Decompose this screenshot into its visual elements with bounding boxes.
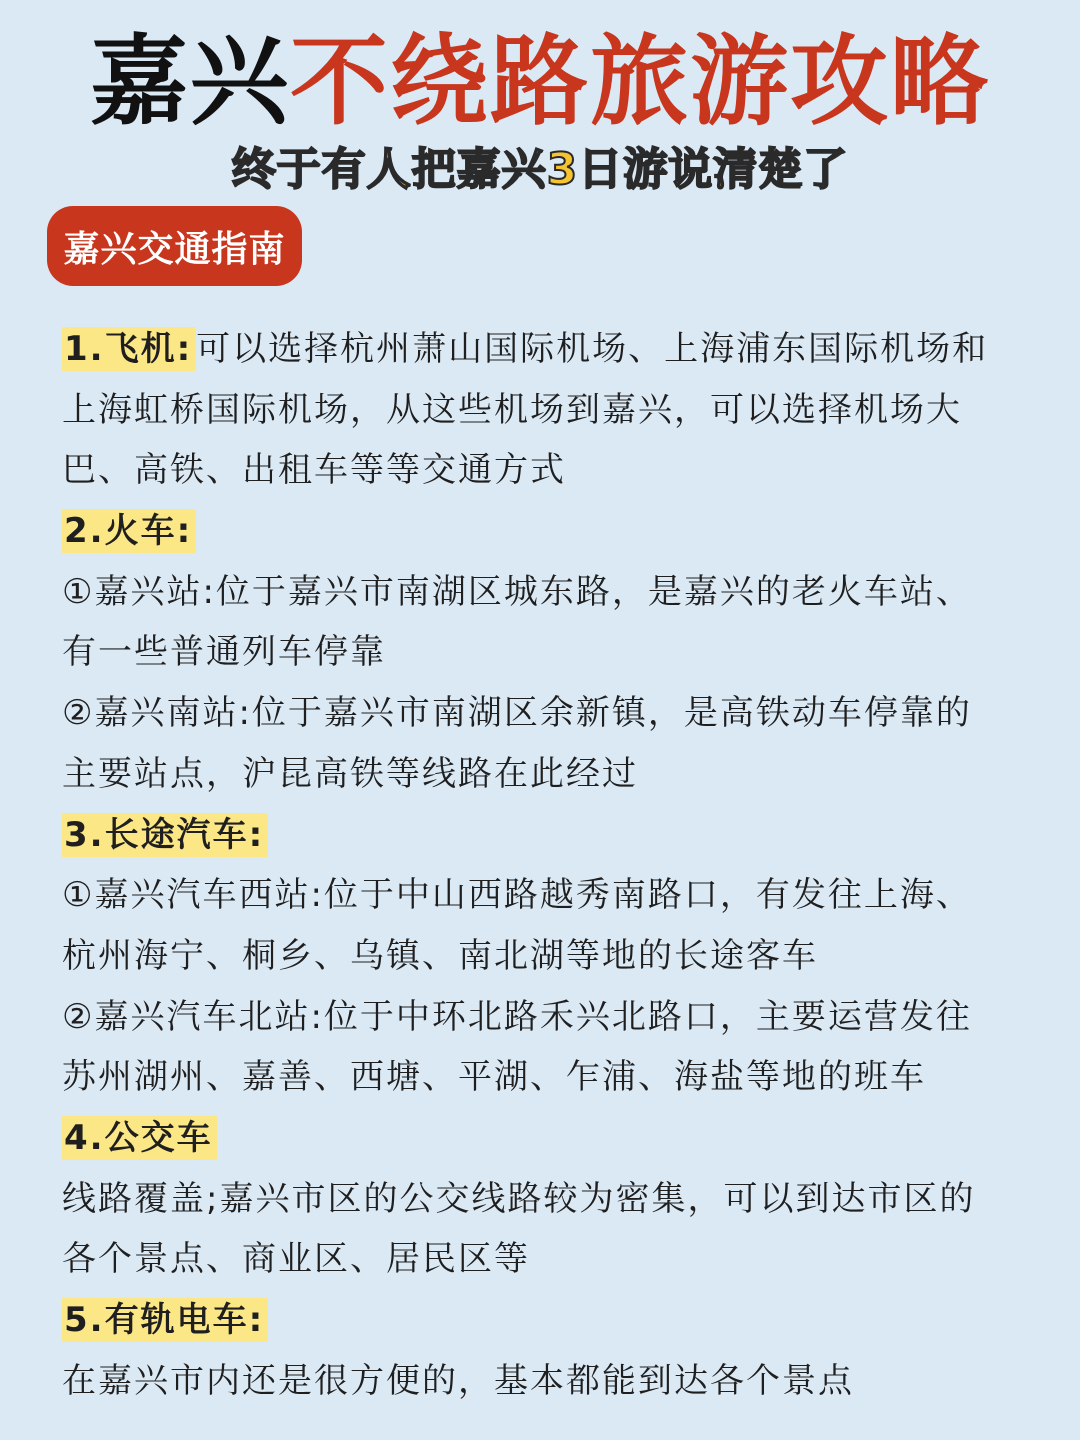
text-line: 在嘉兴市内还是很方便的，基本都能到达各个景点 bbox=[62, 1360, 854, 1401]
text-line: 苏州湖州、嘉善、西塘、平湖、乍浦、海盐等地的班车 bbox=[62, 1057, 926, 1098]
title-topic: 不绕路旅游攻略 bbox=[290, 25, 991, 139]
text-line bbox=[62, 319, 1022, 380]
text-line: 主要站点，沪昆高铁等线路在此经过 bbox=[62, 753, 638, 794]
text-line: ②嘉兴南站:位于嘉兴市南湖区余新镇，是高铁动车停靠的 bbox=[62, 693, 972, 734]
plane-heading: 1.飞机: bbox=[62, 327, 196, 371]
text-line bbox=[62, 1108, 1022, 1169]
tram-heading: 5.有轨电车: bbox=[62, 1298, 268, 1342]
title-city: 嘉兴 bbox=[89, 25, 290, 139]
text-line: ①嘉兴站:位于嘉兴市南湖区城东路，是嘉兴的老火车站、 bbox=[62, 571, 972, 612]
text-line: ②嘉兴汽车北站:位于中环北路禾兴北路口，主要运营发往 bbox=[62, 996, 972, 1037]
text-line bbox=[62, 501, 1022, 562]
text-line: 线路覆盖;嘉兴市区的公交线路较为密集，可以到达市区的 bbox=[62, 1178, 976, 1219]
page-subtitle: 终于有人把嘉兴3日游说清楚了 bbox=[231, 144, 849, 195]
plane-text: 可以选择杭州萧山国际机场、上海浦东国际机场和 bbox=[196, 329, 989, 369]
section-badge: 嘉兴交通指南 bbox=[47, 206, 302, 286]
text-line bbox=[62, 1290, 1022, 1351]
train-heading: 2.火车: bbox=[62, 509, 196, 553]
bus-heading: 4.公交车 bbox=[62, 1116, 217, 1160]
text-line: 杭州海宁、桐乡、乌镇、南北湖等地的长途客车 bbox=[62, 935, 818, 976]
page-title bbox=[0, 22, 1080, 142]
text-line: 巴、高铁、出租车等等交通方式 bbox=[62, 450, 566, 491]
text-line bbox=[62, 805, 1022, 866]
text-line: 有一些普通列车停靠 bbox=[62, 632, 386, 673]
text-line: ①嘉兴汽车西站:位于中山西路越秀南路口，有发往上海、 bbox=[62, 875, 972, 916]
transport-guide-content bbox=[62, 319, 1022, 1411]
coach-heading: 3.长途汽车: bbox=[62, 813, 268, 857]
text-line: 上海虹桥国际机场，从这些机场到嘉兴，可以选择机场大 bbox=[62, 389, 962, 430]
text-line: 各个景点、商业区、居民区等 bbox=[62, 1239, 530, 1280]
